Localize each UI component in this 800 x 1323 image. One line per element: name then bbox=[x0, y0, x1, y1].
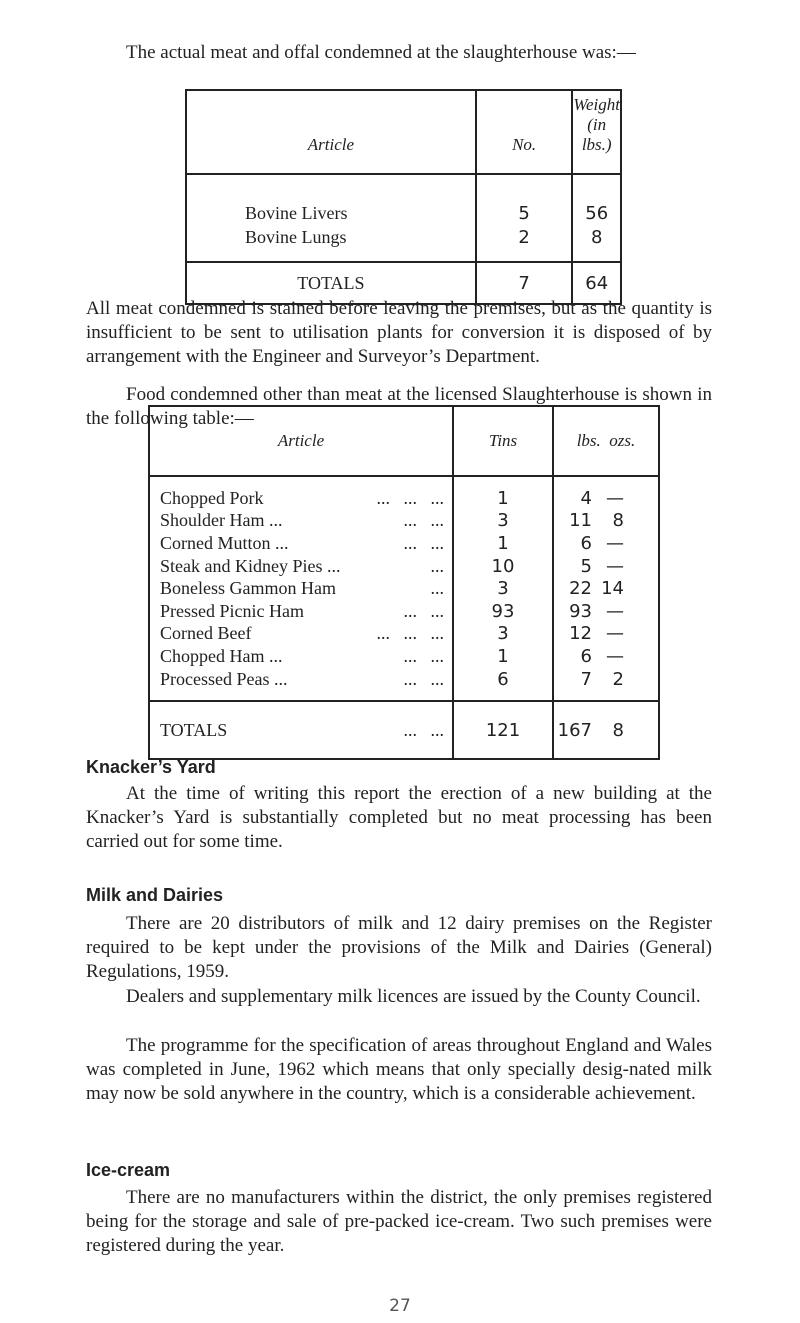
cell-weight bbox=[553, 510, 659, 533]
cell-no: 5 bbox=[476, 174, 573, 225]
table-header-row bbox=[149, 406, 659, 476]
col-header-article: Article bbox=[186, 90, 476, 174]
cell-weight bbox=[553, 623, 659, 646]
heading-knackers-yard: Knacker’s Yard bbox=[86, 757, 216, 777]
cell-lbs: 11 bbox=[569, 510, 592, 532]
cell-tins: 1 bbox=[453, 532, 553, 555]
cell-article: Bovine Livers bbox=[245, 202, 348, 223]
leader-dots: ... bbox=[430, 578, 444, 599]
leader-dots: ... ... bbox=[403, 645, 444, 666]
article-name: Corned Mutton ... bbox=[160, 532, 289, 553]
cell-article bbox=[149, 555, 453, 578]
cell-tins: 3 bbox=[453, 577, 553, 600]
cell-ozs: 14 bbox=[601, 578, 624, 600]
cell-article bbox=[149, 476, 453, 510]
weight-header-line1: Weight bbox=[573, 95, 620, 114]
cell-weight bbox=[553, 532, 659, 555]
col-header-no: No. bbox=[476, 90, 573, 174]
totals-ozs: 8 bbox=[612, 719, 624, 741]
cell-ozs: — bbox=[606, 555, 624, 577]
cell-weight bbox=[553, 668, 659, 702]
cell-article bbox=[149, 623, 453, 646]
cell-tins: 93 bbox=[453, 600, 553, 623]
col-header-lbs-ozs: lbs. ozs. bbox=[553, 406, 659, 476]
cell-lbs: 4 bbox=[580, 487, 592, 509]
cell-ozs: — bbox=[606, 532, 624, 554]
heading-milk-dairies: Milk and Dairies bbox=[86, 885, 224, 905]
cell-article bbox=[149, 510, 453, 533]
paragraph-food-condemned: Food condemned other than meat at the licensed Slaughterhouse is shown in the following table:— bbox=[86, 384, 712, 429]
totals-weight bbox=[553, 701, 659, 759]
article-name: Steak and Kidney Pies ... bbox=[160, 555, 341, 576]
cell-ozs: 8 bbox=[612, 510, 624, 532]
table-row bbox=[149, 623, 659, 646]
col-header-weight bbox=[572, 90, 621, 174]
leader-dots: ... ... bbox=[403, 719, 444, 740]
table-row bbox=[149, 645, 659, 668]
totals-row bbox=[149, 701, 659, 759]
table-row bbox=[149, 668, 659, 702]
cell-article: Bovine Lungs bbox=[186, 225, 476, 262]
cell-weight bbox=[553, 555, 659, 578]
table-row bbox=[186, 174, 621, 225]
cell-article bbox=[149, 645, 453, 668]
cell-ozs: — bbox=[606, 623, 624, 645]
totals-weight: 64 bbox=[572, 262, 621, 304]
meat-condemned-table bbox=[185, 89, 622, 305]
paragraph-milk-programme: The programme for the specification of areas throughout England and Wales was completed in June, 1962 which means that only specially desig-nated milk may now be sold anywhere in the country, which is a considerable achievement. bbox=[86, 1035, 712, 1104]
cell-article bbox=[149, 668, 453, 702]
leader-dots: ... ... bbox=[403, 532, 444, 553]
col-header-article: Article bbox=[149, 406, 453, 476]
article-name: Processed Peas ... bbox=[160, 668, 288, 689]
article-name: Pressed Picnic Ham bbox=[160, 600, 304, 621]
leader-dots: ... ... ... bbox=[376, 623, 444, 644]
table-row bbox=[149, 600, 659, 623]
cell-ozs: — bbox=[606, 645, 624, 667]
totals-label-cell bbox=[149, 701, 453, 759]
cell-lbs: 6 bbox=[580, 532, 592, 554]
cell-weight bbox=[553, 476, 659, 510]
article-name: Boneless Gammon Ham bbox=[160, 578, 336, 599]
col-header-tins: Tins bbox=[453, 406, 553, 476]
table-header-row bbox=[186, 90, 621, 174]
article-name: Shoulder Ham ... bbox=[160, 510, 283, 531]
cell-weight: 8 bbox=[572, 225, 621, 262]
cell-no: 2 bbox=[476, 225, 573, 262]
table-row bbox=[149, 577, 659, 600]
intro-text: The actual meat and offal condemned at the slaughterhouse was:— bbox=[126, 42, 636, 63]
paragraph-knackers-yard: At the time of writing this report the erection of a new building at the Knacker’s Yard is substantially completed but no meat processing has been carried out for some time. bbox=[86, 783, 712, 852]
table-row bbox=[149, 510, 659, 533]
heading-ice-cream: Ice-cream bbox=[86, 1160, 171, 1180]
page-number: 27 bbox=[389, 1296, 411, 1316]
leader-dots: ... ... bbox=[403, 668, 444, 689]
cell-ozs: — bbox=[606, 600, 624, 622]
cell-tins: 1 bbox=[453, 645, 553, 668]
cell-article bbox=[149, 577, 453, 600]
cell-tins: 10 bbox=[453, 555, 553, 578]
cell-lbs: 7 bbox=[580, 668, 592, 690]
paragraph-ice-cream: There are no manufacturers within the district, the only premises registered being for the storage and sale of pre-packed ice-cream. Two such premises were registered during the year. bbox=[86, 1187, 712, 1256]
totals-label: TOTALS bbox=[160, 719, 228, 740]
paragraph-milk-register: There are 20 distributors of milk and 12 dairy premises on the Register required to be kept under the provisions of the Milk and Dairies (General) Regulations, 1959. bbox=[86, 913, 712, 982]
cell-tins: 6 bbox=[453, 668, 553, 702]
cell-ozs: 2 bbox=[612, 668, 624, 690]
cell-lbs: 6 bbox=[580, 645, 592, 667]
article-name: Chopped Ham ... bbox=[160, 645, 283, 666]
leader-dots: ... ... bbox=[403, 510, 444, 531]
totals-label: TOTALS bbox=[186, 262, 476, 304]
cell-article bbox=[149, 532, 453, 555]
cell-lbs: 22 bbox=[569, 578, 592, 600]
article-name: Chopped Pork bbox=[160, 487, 264, 508]
cell-weight: 56 bbox=[572, 174, 621, 225]
totals-tins: 121 bbox=[453, 701, 553, 759]
cell-lbs: 5 bbox=[580, 555, 592, 577]
article-name: Corned Beef bbox=[160, 623, 252, 644]
cell-tins: 1 bbox=[453, 476, 553, 510]
cell-tins: 3 bbox=[453, 623, 553, 646]
cell-weight bbox=[553, 645, 659, 668]
leader-dots: ... ... ... bbox=[376, 487, 444, 508]
food-condemned-table bbox=[148, 405, 660, 760]
table-row bbox=[149, 555, 659, 578]
leader-dots: ... ... bbox=[403, 600, 444, 621]
cell-tins: 3 bbox=[453, 510, 553, 533]
cell-lbs: 12 bbox=[569, 623, 592, 645]
cell-article bbox=[149, 600, 453, 623]
table-row bbox=[149, 532, 659, 555]
weight-header-line2: (in lbs.) bbox=[581, 115, 612, 154]
leader-dots: ... bbox=[430, 555, 444, 576]
cell-weight bbox=[553, 600, 659, 623]
paragraph-milk-licences: Dealers and supplementary milk licences are issued by the County Council. bbox=[126, 986, 701, 1007]
table-row bbox=[186, 225, 621, 262]
cell-lbs: 93 bbox=[569, 600, 592, 622]
totals-no: 7 bbox=[476, 262, 573, 304]
table-row bbox=[149, 476, 659, 510]
totals-lbs: 167 bbox=[557, 719, 592, 741]
cell-ozs: — bbox=[606, 487, 624, 509]
paragraph-meat-staining: All meat condemned is stained before leaving the premises, but as the quantity is insufficient to be sent to utilisation plants for conversion it is disposed of by arrangement with the Engineer and Surveyor’s Department. bbox=[86, 298, 712, 367]
cell-weight bbox=[553, 577, 659, 600]
